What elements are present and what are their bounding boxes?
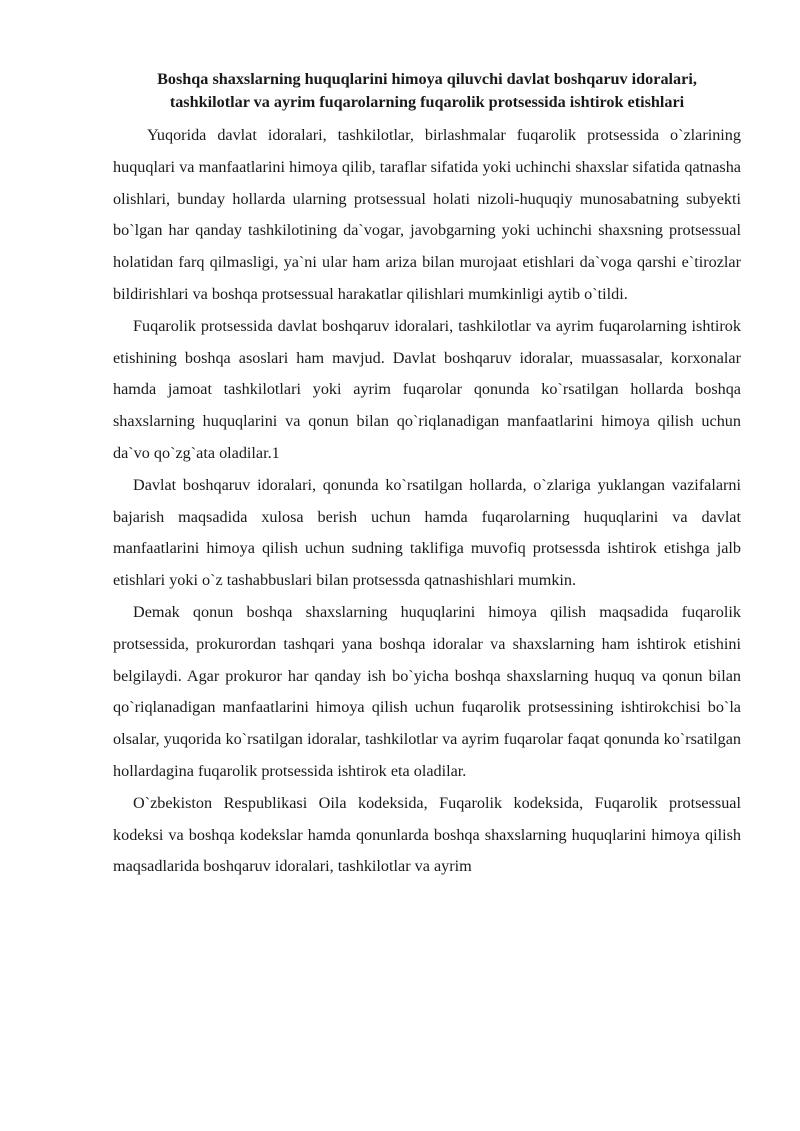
paragraph-3: Davlat boshqaruv idoralari, qonunda ko`rsatilgan hollarda, o`zlariga yuklangan vazifalarni bajarish maqsadida xulosa berish uchun hamda fuqarolarning huquqlarini va davlat manfaatlarini himoya qilish uchun sudning taklifiga muvofiq protsessda ishtirok etishga jalb etishlari yoki o`z tashabbuslari bilan protsessda qatnashishlari mumkin. xyxy=(113,475,741,590)
document-title xyxy=(113,68,741,114)
title-line-2: tashkilotlar va ayrim fuqarolarning fuqarolik protsessida ishtirok etishlari xyxy=(169,93,685,111)
paragraph-5: O`zbekiston Respublikasi Oila kodeksida, Fuqarolik kodeksida, Fuqarolik protsessual kodeksi va boshqa kodekslar hamda qonunlarda boshqa shaxslarning huquqlarini himoya qilish maqsadlarida boshqaruv idoralari, tashkilotlar va ayrim xyxy=(113,793,741,876)
paragraph-1: Yuqorida davlat idoralari, tashkilotlar, birlashmalar fuqarolik protsessida o`zlarining huquqlari va manfaatlarini himoya qilib, taraflar sifatida yoki uchinchi shaxslar sifatida qatnasha olishlari, bunday hollarda ularning protsessual holati nizoli-huquqiy munosabatning subyekti bo`lgan har qanday tashkilotining da`vogar, javobgarning yoki uchinchi shaxsning protsessual holatidan farq qilmasligi, ya`ni ular ham ariza bilan murojaat etishlari da`voga qarshi e`tirozlar bildirishlari va boshqa protsessual harakatlar qilishlari mumkinligi aytib o`tildi. xyxy=(113,126,741,303)
paragraph-2: Fuqarolik protsessida davlat boshqaruv idoralari, tashkilotlar va ayrim fuqarolarning ishtirok etishining boshqa asoslari ham mavjud. Davlat boshqaruv idoralar, muassasalar, korxonalar hamda jamoat tashkilotlari yoki ayrim fuqarolar qonunda ko`rsatilgan hollarda boshqa shaxslarning huquqlarini va qonun bilan qo`riqlanadigan manfaatlarini himoya qilish uchun da`vo qo`zg`ata oladilar.1 xyxy=(113,316,741,462)
title-line-1: Boshqa shaxslarning huquqlarini himoya qiluvchi davlat boshqaruv idoralari, xyxy=(157,70,697,88)
document-page xyxy=(113,68,741,883)
paragraph-4: Demak qonun boshqa shaxslarning huquqlarini himoya qilish maqsadida fuqarolik protsessida, prokurordan tashqari yana boshqa idoralar va shaxslarning ham ishtirok etishini belgilaydi. Agar prokuror har qanday ish bo`yicha boshqa shaxslarning huquq va qonun bilan qo`riqlanadigan manfaatlarini himoya qilish uchun fuqarolik protsessining ishtirokchisi bo`la olsalar, yuqorida ko`rsatilgan idoralar, tashkilotlar va ayrim fuqarolar faqat qonunda ko`rsatilgan hollardagina fuqarolik protsessida ishtirok eta oladilar. xyxy=(113,602,741,780)
